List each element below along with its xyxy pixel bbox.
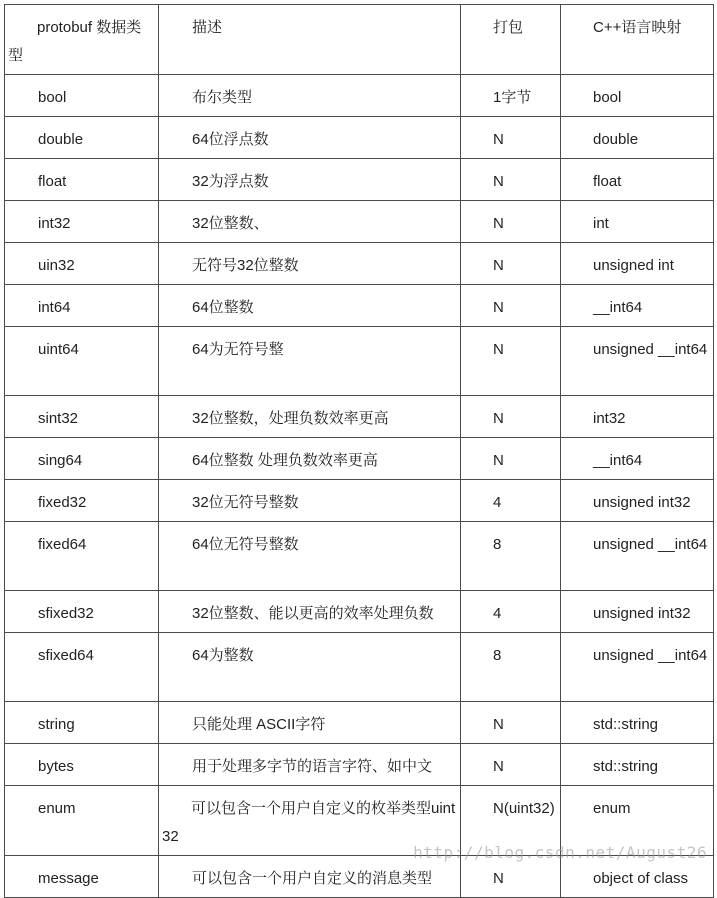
cell-description: 只能处理 ASCII字符	[159, 702, 461, 744]
cell-cpp-mapping: unsigned __int64	[561, 327, 714, 396]
cell-description: 32位整数、	[159, 201, 461, 243]
table-row	[5, 702, 714, 744]
cell-cpp-mapping: double	[561, 117, 714, 159]
table-row	[5, 201, 714, 243]
cell-description: 无符号32位整数	[159, 243, 461, 285]
cell-packing: N	[461, 327, 561, 396]
cell-packing: N	[461, 159, 561, 201]
cell-cpp-mapping: std::string	[561, 702, 714, 744]
cell-description: 64位浮点数	[159, 117, 461, 159]
table-row	[5, 480, 714, 522]
cell-type: sfixed32	[5, 591, 159, 633]
cell-packing: N	[461, 396, 561, 438]
table-row	[5, 117, 714, 159]
table-row	[5, 744, 714, 786]
cell-description: 64位整数 处理负数效率更高	[159, 438, 461, 480]
cell-packing: 4	[461, 480, 561, 522]
cell-type: bytes	[5, 744, 159, 786]
cell-type: uint64	[5, 327, 159, 396]
cell-type: int64	[5, 285, 159, 327]
cell-description: 可以包含一个用户自定义的消息类型	[159, 856, 461, 898]
cell-description: 64位整数	[159, 285, 461, 327]
header-protobuf-type: protobuf 数据类型	[5, 5, 159, 75]
cell-cpp-mapping: unsigned __int64	[561, 522, 714, 591]
cell-packing: N	[461, 702, 561, 744]
cell-packing: N	[461, 201, 561, 243]
cell-description: 32位整数、能以更高的效率处理负数	[159, 591, 461, 633]
table-row	[5, 285, 714, 327]
cell-cpp-mapping: int	[561, 201, 714, 243]
cell-description: 64为整数	[159, 633, 461, 702]
cell-packing: N	[461, 856, 561, 898]
cell-type: sing64	[5, 438, 159, 480]
cell-description: 64位无符号整数	[159, 522, 461, 591]
header-cpp-mapping: C++语言映射	[561, 5, 714, 75]
cell-type: fixed64	[5, 522, 159, 591]
cell-packing: N	[461, 438, 561, 480]
cell-cpp-mapping: enum	[561, 786, 714, 856]
blog-watermark: http://blog.csdn.net/August26	[413, 843, 707, 862]
cell-type: int32	[5, 201, 159, 243]
table-row	[5, 522, 714, 591]
cell-type: double	[5, 117, 159, 159]
cell-cpp-mapping: unsigned int	[561, 243, 714, 285]
cell-description: 32位整数，处理负数效率更高	[159, 396, 461, 438]
header-description: 描述	[159, 5, 461, 75]
cell-description: 布尔类型	[159, 75, 461, 117]
cell-cpp-mapping: object of class	[561, 856, 714, 898]
cell-cpp-mapping: __int64	[561, 438, 714, 480]
cell-cpp-mapping: unsigned __int64	[561, 633, 714, 702]
table-row	[5, 327, 714, 396]
table-header-row	[5, 5, 714, 75]
table-row	[5, 591, 714, 633]
cell-type: float	[5, 159, 159, 201]
cell-cpp-mapping: unsigned int32	[561, 480, 714, 522]
cell-cpp-mapping: unsigned int32	[561, 591, 714, 633]
cell-packing: 4	[461, 591, 561, 633]
cell-packing: 8	[461, 522, 561, 591]
cell-packing: N	[461, 243, 561, 285]
protobuf-type-table	[4, 4, 714, 898]
cell-packing: 1字节	[461, 75, 561, 117]
table-row	[5, 633, 714, 702]
table-row	[5, 438, 714, 480]
cell-type: bool	[5, 75, 159, 117]
cell-packing: N	[461, 117, 561, 159]
cell-packing: N	[461, 285, 561, 327]
cell-type: uin32	[5, 243, 159, 285]
cell-type: enum	[5, 786, 159, 856]
cell-cpp-mapping: int32	[561, 396, 714, 438]
cell-packing: N(uint32)	[461, 786, 561, 856]
cell-cpp-mapping: bool	[561, 75, 714, 117]
table-row	[5, 75, 714, 117]
cell-type: sint32	[5, 396, 159, 438]
cell-description: 32位无符号整数	[159, 480, 461, 522]
cell-cpp-mapping: float	[561, 159, 714, 201]
table-row	[5, 396, 714, 438]
cell-description: 32为浮点数	[159, 159, 461, 201]
header-packing: 打包	[461, 5, 561, 75]
cell-packing: N	[461, 744, 561, 786]
cell-type: message	[5, 856, 159, 898]
cell-cpp-mapping: std::string	[561, 744, 714, 786]
cell-type: sfixed64	[5, 633, 159, 702]
cell-type: string	[5, 702, 159, 744]
table-row	[5, 243, 714, 285]
cell-description: 用于处理多字节的语言字符、如中文	[159, 744, 461, 786]
table-row	[5, 159, 714, 201]
cell-description: 可以包含一个用户自定义的枚举类型uint32	[159, 786, 461, 856]
cell-description: 64为无符号整	[159, 327, 461, 396]
cell-packing: 8	[461, 633, 561, 702]
cell-type: fixed32	[5, 480, 159, 522]
cell-cpp-mapping: __int64	[561, 285, 714, 327]
